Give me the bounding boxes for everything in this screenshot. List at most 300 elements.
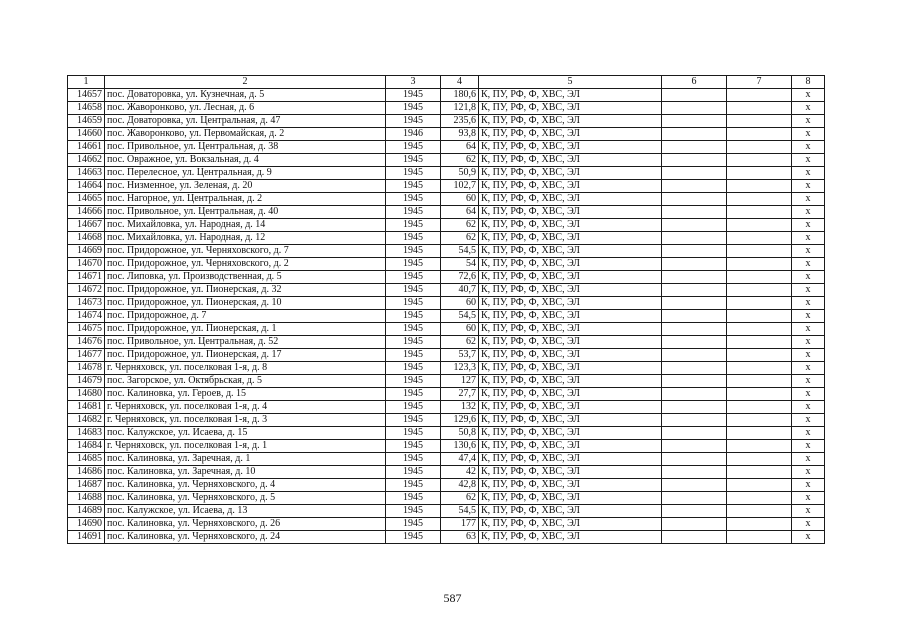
record-number-cell: 14680	[68, 388, 105, 401]
column-7-cell	[727, 232, 792, 245]
column-7-cell	[727, 323, 792, 336]
table-row	[68, 401, 825, 414]
column-6-cell	[662, 284, 727, 297]
area-cell: 60	[441, 193, 479, 206]
area-cell: 64	[441, 141, 479, 154]
utilities-cell: К, ПУ, РФ, Ф, ХВС, ЭЛ	[479, 453, 662, 466]
record-number-cell: 14684	[68, 440, 105, 453]
column-6-cell	[662, 232, 727, 245]
area-cell: 93,8	[441, 128, 479, 141]
utilities-cell: К, ПУ, РФ, Ф, ХВС, ЭЛ	[479, 531, 662, 544]
utilities-cell: К, ПУ, РФ, Ф, ХВС, ЭЛ	[479, 232, 662, 245]
table-row	[68, 466, 825, 479]
mark-cell: x	[792, 258, 825, 271]
address-cell: пос. Привольное, ул. Центральная, д. 52	[105, 336, 386, 349]
column-header: 7	[727, 76, 792, 89]
year-cell: 1945	[386, 427, 441, 440]
utilities-cell: К, ПУ, РФ, Ф, ХВС, ЭЛ	[479, 440, 662, 453]
area-cell: 62	[441, 336, 479, 349]
mark-cell: x	[792, 375, 825, 388]
column-6-cell	[662, 323, 727, 336]
area-cell: 63	[441, 531, 479, 544]
year-cell: 1945	[386, 258, 441, 271]
record-number-cell: 14689	[68, 505, 105, 518]
year-cell: 1945	[386, 180, 441, 193]
table-row	[68, 271, 825, 284]
mark-cell: x	[792, 219, 825, 232]
column-6-cell	[662, 180, 727, 193]
column-7-cell	[727, 492, 792, 505]
utilities-cell: К, ПУ, РФ, Ф, ХВС, ЭЛ	[479, 115, 662, 128]
table-row	[68, 518, 825, 531]
year-cell: 1945	[386, 362, 441, 375]
column-6-cell	[662, 401, 727, 414]
utilities-cell: К, ПУ, РФ, Ф, ХВС, ЭЛ	[479, 427, 662, 440]
year-cell: 1945	[386, 518, 441, 531]
area-cell: 54,5	[441, 505, 479, 518]
year-cell: 1945	[386, 245, 441, 258]
utilities-cell: К, ПУ, РФ, Ф, ХВС, ЭЛ	[479, 271, 662, 284]
record-number-cell: 14681	[68, 401, 105, 414]
address-cell: пос. Михайловка, ул. Народная, д. 12	[105, 232, 386, 245]
record-number-cell: 14682	[68, 414, 105, 427]
table-row	[68, 375, 825, 388]
record-number-cell: 14659	[68, 115, 105, 128]
utilities-cell: К, ПУ, РФ, Ф, ХВС, ЭЛ	[479, 375, 662, 388]
address-cell: пос. Придорожное, ул. Пионерская, д. 17	[105, 349, 386, 362]
column-6-cell	[662, 336, 727, 349]
area-cell: 123,3	[441, 362, 479, 375]
record-number-cell: 14667	[68, 219, 105, 232]
column-7-cell	[727, 518, 792, 531]
utilities-cell: К, ПУ, РФ, Ф, ХВС, ЭЛ	[479, 89, 662, 102]
area-cell: 177	[441, 518, 479, 531]
year-cell: 1945	[386, 453, 441, 466]
mark-cell: x	[792, 232, 825, 245]
column-6-cell	[662, 219, 727, 232]
table-row	[68, 193, 825, 206]
record-number-cell: 14683	[68, 427, 105, 440]
mark-cell: x	[792, 167, 825, 180]
column-6-cell	[662, 141, 727, 154]
table-body	[68, 76, 825, 544]
record-number-cell: 14666	[68, 206, 105, 219]
utilities-cell: К, ПУ, РФ, Ф, ХВС, ЭЛ	[479, 323, 662, 336]
column-header: 2	[105, 76, 386, 89]
record-number-cell: 14664	[68, 180, 105, 193]
column-7-cell	[727, 349, 792, 362]
area-cell: 60	[441, 323, 479, 336]
area-cell: 60	[441, 297, 479, 310]
address-cell: пос. Загорское, ул. Октябрьская, д. 5	[105, 375, 386, 388]
utilities-cell: К, ПУ, РФ, Ф, ХВС, ЭЛ	[479, 180, 662, 193]
column-6-cell	[662, 375, 727, 388]
mark-cell: x	[792, 206, 825, 219]
mark-cell: x	[792, 89, 825, 102]
column-6-cell	[662, 310, 727, 323]
area-cell: 40,7	[441, 284, 479, 297]
table-row	[68, 310, 825, 323]
area-cell: 129,6	[441, 414, 479, 427]
column-6-cell	[662, 297, 727, 310]
column-6-cell	[662, 154, 727, 167]
column-7-cell	[727, 219, 792, 232]
column-6-cell	[662, 167, 727, 180]
mark-cell: x	[792, 245, 825, 258]
column-7-cell	[727, 505, 792, 518]
address-cell: пос. Придорожное, ул. Пионерская, д. 32	[105, 284, 386, 297]
utilities-cell: К, ПУ, РФ, Ф, ХВС, ЭЛ	[479, 466, 662, 479]
column-6-cell	[662, 414, 727, 427]
year-cell: 1945	[386, 466, 441, 479]
column-header: 3	[386, 76, 441, 89]
table-row	[68, 245, 825, 258]
column-6-cell	[662, 206, 727, 219]
column-7-cell	[727, 193, 792, 206]
area-cell: 27,7	[441, 388, 479, 401]
record-number-cell: 14663	[68, 167, 105, 180]
area-cell: 50,8	[441, 427, 479, 440]
table-row	[68, 531, 825, 544]
column-6-cell	[662, 271, 727, 284]
address-cell: пос. Придорожное, ул. Пионерская, д. 1	[105, 323, 386, 336]
mark-cell: x	[792, 401, 825, 414]
area-cell: 50,9	[441, 167, 479, 180]
address-cell: пос. Калиновка, ул. Заречная, д. 10	[105, 466, 386, 479]
record-number-cell: 14671	[68, 271, 105, 284]
column-6-cell	[662, 440, 727, 453]
year-cell: 1945	[386, 492, 441, 505]
address-cell: пос. Липовка, ул. Производственная, д. 5	[105, 271, 386, 284]
table-row	[68, 167, 825, 180]
column-7-cell	[727, 89, 792, 102]
table-row	[68, 323, 825, 336]
mark-cell: x	[792, 440, 825, 453]
column-7-cell	[727, 401, 792, 414]
year-cell: 1945	[386, 531, 441, 544]
column-header: 4	[441, 76, 479, 89]
column-6-cell	[662, 531, 727, 544]
mark-cell: x	[792, 414, 825, 427]
column-6-cell	[662, 102, 727, 115]
address-cell: пос. Овражное, ул. Вокзальная, д. 4	[105, 154, 386, 167]
mark-cell: x	[792, 453, 825, 466]
utilities-cell: К, ПУ, РФ, Ф, ХВС, ЭЛ	[479, 492, 662, 505]
housing-registry-table	[67, 75, 825, 544]
mark-cell: x	[792, 505, 825, 518]
address-cell: пос. Доваторовка, ул. Центральная, д. 47	[105, 115, 386, 128]
year-cell: 1945	[386, 375, 441, 388]
year-cell: 1945	[386, 297, 441, 310]
mark-cell: x	[792, 141, 825, 154]
column-7-cell	[727, 466, 792, 479]
area-cell: 42,8	[441, 479, 479, 492]
record-number-cell: 14669	[68, 245, 105, 258]
column-6-cell	[662, 115, 727, 128]
table-row	[68, 336, 825, 349]
column-header: 8	[792, 76, 825, 89]
utilities-cell: К, ПУ, РФ, Ф, ХВС, ЭЛ	[479, 284, 662, 297]
area-cell: 47,4	[441, 453, 479, 466]
utilities-cell: К, ПУ, РФ, Ф, ХВС, ЭЛ	[479, 219, 662, 232]
year-cell: 1945	[386, 388, 441, 401]
column-header: 6	[662, 76, 727, 89]
table-row	[68, 102, 825, 115]
utilities-cell: К, ПУ, РФ, Ф, ХВС, ЭЛ	[479, 518, 662, 531]
year-cell: 1945	[386, 284, 441, 297]
column-7-cell	[727, 180, 792, 193]
mark-cell: x	[792, 102, 825, 115]
utilities-cell: К, ПУ, РФ, Ф, ХВС, ЭЛ	[479, 349, 662, 362]
column-7-cell	[727, 154, 792, 167]
year-cell: 1945	[386, 232, 441, 245]
column-6-cell	[662, 362, 727, 375]
area-cell: 62	[441, 219, 479, 232]
record-number-cell: 14678	[68, 362, 105, 375]
table-row	[68, 427, 825, 440]
address-cell: пос. Придорожное, д. 7	[105, 310, 386, 323]
year-cell: 1945	[386, 440, 441, 453]
area-cell: 62	[441, 492, 479, 505]
column-7-cell	[727, 414, 792, 427]
utilities-cell: К, ПУ, РФ, Ф, ХВС, ЭЛ	[479, 128, 662, 141]
utilities-cell: К, ПУ, РФ, Ф, ХВС, ЭЛ	[479, 362, 662, 375]
record-number-cell: 14677	[68, 349, 105, 362]
address-cell: пос. Привольное, ул. Центральная, д. 40	[105, 206, 386, 219]
utilities-cell: К, ПУ, РФ, Ф, ХВС, ЭЛ	[479, 141, 662, 154]
year-cell: 1945	[386, 141, 441, 154]
table-row	[68, 414, 825, 427]
year-cell: 1945	[386, 271, 441, 284]
table-row	[68, 297, 825, 310]
utilities-cell: К, ПУ, РФ, Ф, ХВС, ЭЛ	[479, 414, 662, 427]
table-row	[68, 89, 825, 102]
record-number-cell: 14686	[68, 466, 105, 479]
area-cell: 64	[441, 206, 479, 219]
address-cell: г. Черняховск, ул. поселковая 1-я, д. 8	[105, 362, 386, 375]
column-6-cell	[662, 492, 727, 505]
mark-cell: x	[792, 362, 825, 375]
utilities-cell: К, ПУ, РФ, Ф, ХВС, ЭЛ	[479, 154, 662, 167]
address-cell: пос. Привольное, ул. Центральная, д. 38	[105, 141, 386, 154]
year-cell: 1945	[386, 115, 441, 128]
column-6-cell	[662, 349, 727, 362]
address-cell: пос. Калиновка, ул. Черняховского, д. 26	[105, 518, 386, 531]
table-row	[68, 154, 825, 167]
column-7-cell	[727, 427, 792, 440]
area-cell: 62	[441, 232, 479, 245]
mark-cell: x	[792, 180, 825, 193]
table-row	[68, 115, 825, 128]
column-6-cell	[662, 128, 727, 141]
area-cell: 42	[441, 466, 479, 479]
mark-cell: x	[792, 128, 825, 141]
year-cell: 1945	[386, 479, 441, 492]
utilities-cell: К, ПУ, РФ, Ф, ХВС, ЭЛ	[479, 245, 662, 258]
column-7-cell	[727, 206, 792, 219]
utilities-cell: К, ПУ, РФ, Ф, ХВС, ЭЛ	[479, 505, 662, 518]
record-number-cell: 14685	[68, 453, 105, 466]
year-cell: 1945	[386, 167, 441, 180]
table-row	[68, 232, 825, 245]
table-row	[68, 284, 825, 297]
mark-cell: x	[792, 297, 825, 310]
record-number-cell: 14673	[68, 297, 105, 310]
address-cell: пос. Калужское, ул. Исаева, д. 13	[105, 505, 386, 518]
address-cell: г. Черняховск, ул. поселковая 1-я, д. 1	[105, 440, 386, 453]
column-6-cell	[662, 505, 727, 518]
utilities-cell: К, ПУ, РФ, Ф, ХВС, ЭЛ	[479, 206, 662, 219]
column-7-cell	[727, 531, 792, 544]
record-number-cell: 14690	[68, 518, 105, 531]
table-row	[68, 128, 825, 141]
record-number-cell: 14660	[68, 128, 105, 141]
year-cell: 1945	[386, 505, 441, 518]
table-row	[68, 388, 825, 401]
year-cell: 1945	[386, 193, 441, 206]
mark-cell: x	[792, 271, 825, 284]
table-row	[68, 440, 825, 453]
area-cell: 72,6	[441, 271, 479, 284]
area-cell: 235,6	[441, 115, 479, 128]
year-cell: 1945	[386, 102, 441, 115]
year-cell: 1945	[386, 323, 441, 336]
address-cell: пос. Придорожное, ул. Пионерская, д. 10	[105, 297, 386, 310]
record-number-cell: 14657	[68, 89, 105, 102]
utilities-cell: К, ПУ, РФ, Ф, ХВС, ЭЛ	[479, 258, 662, 271]
column-6-cell	[662, 245, 727, 258]
table-row	[68, 479, 825, 492]
address-cell: пос. Жаворонково, ул. Первомайская, д. 2	[105, 128, 386, 141]
address-cell: пос. Перелесное, ул. Центральная, д. 9	[105, 167, 386, 180]
column-7-cell	[727, 375, 792, 388]
record-number-cell: 14675	[68, 323, 105, 336]
year-cell: 1945	[386, 336, 441, 349]
utilities-cell: К, ПУ, РФ, Ф, ХВС, ЭЛ	[479, 401, 662, 414]
mark-cell: x	[792, 115, 825, 128]
column-6-cell	[662, 89, 727, 102]
address-cell: пос. Калиновка, ул. Черняховского, д. 24	[105, 531, 386, 544]
column-7-cell	[727, 167, 792, 180]
utilities-cell: К, ПУ, РФ, Ф, ХВС, ЭЛ	[479, 167, 662, 180]
mark-cell: x	[792, 479, 825, 492]
area-cell: 54,5	[441, 310, 479, 323]
column-7-cell	[727, 453, 792, 466]
table-row	[68, 141, 825, 154]
column-7-cell	[727, 102, 792, 115]
year-cell: 1945	[386, 310, 441, 323]
address-cell: г. Черняховск, ул. поселковая 1-я, д. 4	[105, 401, 386, 414]
year-cell: 1945	[386, 89, 441, 102]
record-number-cell: 14672	[68, 284, 105, 297]
address-cell: пос. Доваторовка, ул. Кузнечная, д. 5	[105, 89, 386, 102]
mark-cell: x	[792, 388, 825, 401]
address-cell: пос. Калиновка, ул. Черняховского, д. 5	[105, 492, 386, 505]
record-number-cell: 14662	[68, 154, 105, 167]
area-cell: 62	[441, 154, 479, 167]
area-cell: 53,7	[441, 349, 479, 362]
record-number-cell: 14679	[68, 375, 105, 388]
column-6-cell	[662, 479, 727, 492]
column-6-cell	[662, 427, 727, 440]
year-cell: 1945	[386, 349, 441, 362]
mark-cell: x	[792, 492, 825, 505]
address-cell: г. Черняховск, ул. поселковая 1-я, д. 3	[105, 414, 386, 427]
column-6-cell	[662, 388, 727, 401]
address-cell: пос. Михайловка, ул. Народная, д. 14	[105, 219, 386, 232]
table-row	[68, 180, 825, 193]
column-6-cell	[662, 466, 727, 479]
mark-cell: x	[792, 531, 825, 544]
mark-cell: x	[792, 193, 825, 206]
area-cell: 121,8	[441, 102, 479, 115]
utilities-cell: К, ПУ, РФ, Ф, ХВС, ЭЛ	[479, 388, 662, 401]
address-cell: пос. Придорожное, ул. Черняховского, д. 7	[105, 245, 386, 258]
table-row	[68, 258, 825, 271]
utilities-cell: К, ПУ, РФ, Ф, ХВС, ЭЛ	[479, 310, 662, 323]
record-number-cell: 14668	[68, 232, 105, 245]
column-header: 5	[479, 76, 662, 89]
year-cell: 1945	[386, 401, 441, 414]
column-7-cell	[727, 271, 792, 284]
mark-cell: x	[792, 466, 825, 479]
column-7-cell	[727, 336, 792, 349]
record-number-cell: 14676	[68, 336, 105, 349]
mark-cell: x	[792, 427, 825, 440]
area-cell: 102,7	[441, 180, 479, 193]
column-7-cell	[727, 388, 792, 401]
mark-cell: x	[792, 349, 825, 362]
column-header: 1	[68, 76, 105, 89]
column-7-cell	[727, 128, 792, 141]
area-cell: 180,6	[441, 89, 479, 102]
utilities-cell: К, ПУ, РФ, Ф, ХВС, ЭЛ	[479, 479, 662, 492]
area-cell: 132	[441, 401, 479, 414]
column-7-cell	[727, 141, 792, 154]
year-cell: 1945	[386, 414, 441, 427]
table-row	[68, 492, 825, 505]
column-7-cell	[727, 115, 792, 128]
table-row	[68, 206, 825, 219]
utilities-cell: К, ПУ, РФ, Ф, ХВС, ЭЛ	[479, 193, 662, 206]
mark-cell: x	[792, 336, 825, 349]
mark-cell: x	[792, 310, 825, 323]
column-7-cell	[727, 440, 792, 453]
record-number-cell: 14658	[68, 102, 105, 115]
column-6-cell	[662, 453, 727, 466]
year-cell: 1945	[386, 206, 441, 219]
table-row	[68, 362, 825, 375]
year-cell: 1946	[386, 128, 441, 141]
table-row	[68, 505, 825, 518]
column-7-cell	[727, 284, 792, 297]
mark-cell: x	[792, 518, 825, 531]
utilities-cell: К, ПУ, РФ, Ф, ХВС, ЭЛ	[479, 297, 662, 310]
column-7-cell	[727, 258, 792, 271]
column-7-cell	[727, 362, 792, 375]
address-cell: пос. Низменное, ул. Зеленая, д. 20	[105, 180, 386, 193]
mark-cell: x	[792, 323, 825, 336]
table-row	[68, 349, 825, 362]
record-number-cell: 14691	[68, 531, 105, 544]
address-cell: пос. Калиновка, ул. Героев, д. 15	[105, 388, 386, 401]
address-cell: пос. Калужское, ул. Исаева, д. 15	[105, 427, 386, 440]
table-row	[68, 453, 825, 466]
column-6-cell	[662, 193, 727, 206]
mark-cell: x	[792, 284, 825, 297]
utilities-cell: К, ПУ, РФ, Ф, ХВС, ЭЛ	[479, 102, 662, 115]
column-7-cell	[727, 310, 792, 323]
